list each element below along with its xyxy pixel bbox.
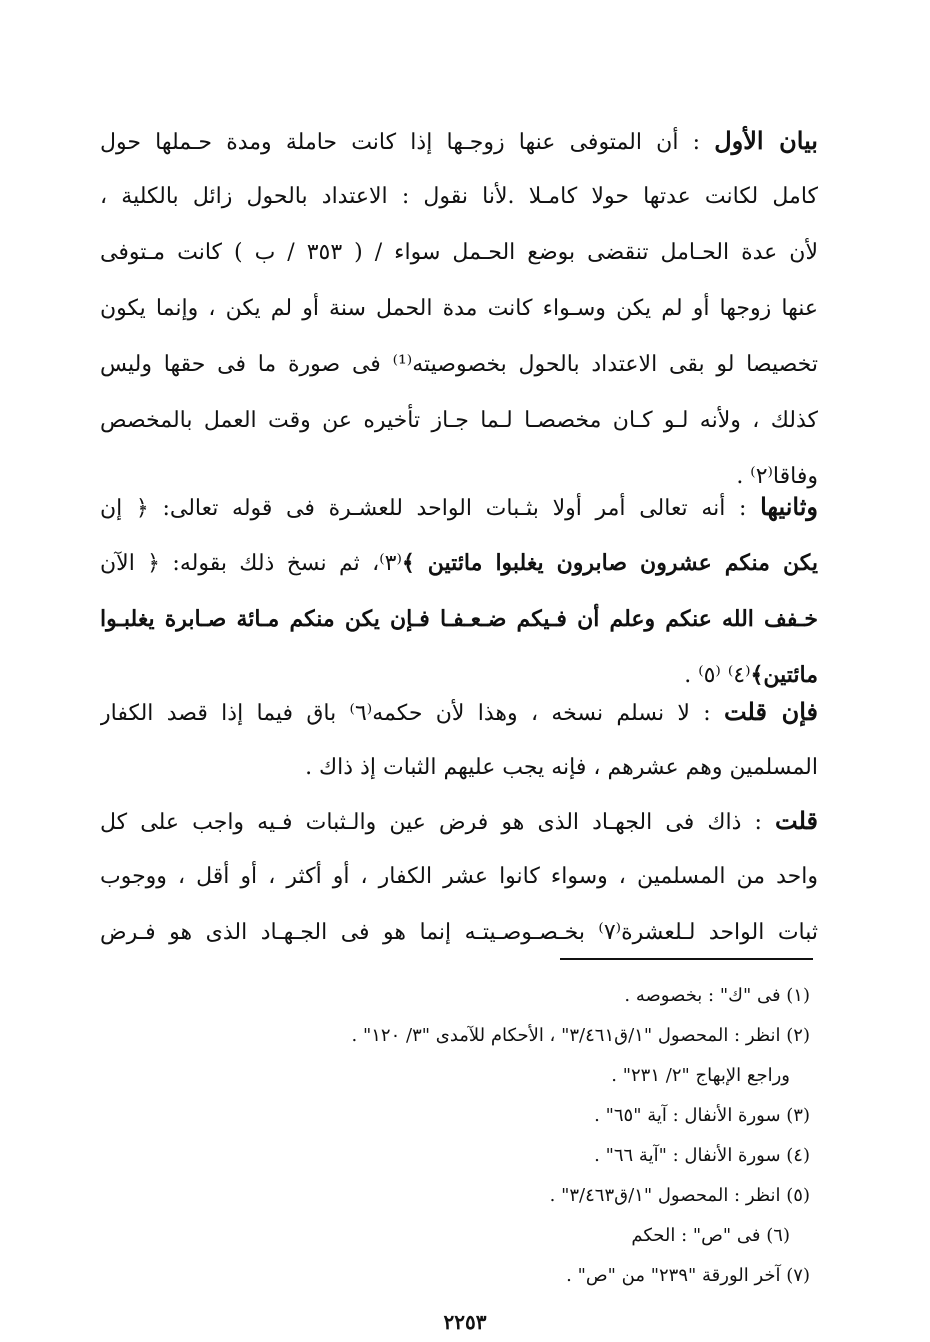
paragraph-lead: قلت bbox=[775, 806, 818, 835]
paragraph-4 bbox=[100, 793, 818, 961]
paragraph-line: واحد من المسلمين ، وسواء كانوا عشر الكفار ، أو أكثر ، أو أقل ، ووجوب bbox=[100, 864, 818, 889]
footnote: (١) فى "ك" : بخصوصه . bbox=[624, 985, 810, 1006]
paragraph-line: يكن منكم عشرون صابرون يغلبوا مائتين ﴾⁽٣⁾، ثم نسخ ذلك بقوله: ﴿ الآن bbox=[100, 550, 818, 576]
paragraph-line bbox=[100, 591, 818, 647]
paragraph-line: المسلمين وهم عشرهم ، فإنه يجب عليهم الثبات إذ ذاك . bbox=[305, 755, 818, 780]
paragraph-line: عنها زوجها أو لم يكن وسـواء كانت مدة الحمل سنة أو لم يكن ، وإنما يكون bbox=[100, 296, 818, 321]
paragraph-line: لأن عدة الحـامل تنقضى بوضع الحـمل سواء / ( ٣٥٣ / ب ) كانت مـتوفى bbox=[100, 240, 818, 265]
quran-verse: يكن منكم عشرون صابرون يغلبوا مائتين ﴾ bbox=[401, 550, 818, 576]
quran-verse: خـفف الله عنكم وعلم أن فـيكم ضـعـفـا فـإن يكن منكم مـائة صـابرة يغلبـوا bbox=[100, 606, 818, 632]
paragraph-line: ثبات الواحد لـلعشرة⁽٧⁾ بخـصـوصـيتـه إنما هو فى الجـهـاد الذى هو فـرض bbox=[100, 920, 818, 945]
paragraph-1 bbox=[100, 113, 818, 505]
quran-verse: مائتين﴾ bbox=[750, 662, 818, 688]
footnote: وراجع الإبهاج "٢/ ٢٣١" . bbox=[611, 1065, 790, 1086]
paragraph-2 bbox=[100, 479, 818, 703]
paragraph-lead: فإن قلت bbox=[723, 697, 818, 726]
paragraph-line: كامل لكانت عدتها حولا كامـلا .لأنا نقول : الاعتداد بالحول زائل بالكلية ، bbox=[100, 184, 818, 209]
footnote-separator bbox=[560, 958, 813, 960]
footnote: (٤) سورة الأنفال : "آية ٦٦" . bbox=[594, 1145, 810, 1166]
footnotes bbox=[180, 976, 810, 1296]
paragraph-line: كذلك ، ولأنه لـو كـان مخصصـا لـما جـاز تأخيره عن وقت العمل بالمخصص bbox=[100, 408, 818, 433]
footnote: (٣) سورة الأنفال : آية "٦٥" . bbox=[594, 1105, 810, 1126]
paragraph-3 bbox=[100, 684, 818, 796]
footnote: (٧) آخر الورقة "٢٣٩" من "ص" . bbox=[566, 1265, 810, 1286]
footnote: (٢) انظر : المحصول "١/ق٣/٤٦١" ، الأحكام للآمدى "٣/ ١٢٠" . bbox=[351, 1025, 810, 1046]
paragraph-line: وثانيها : أنه تعالى أمر أولا بثـبات الواحد للعشـرة فى قوله تعالى: ﴿ إن bbox=[100, 492, 818, 521]
paragraph-line: وفاقا⁽٢⁾ . bbox=[736, 464, 818, 489]
page-number: ٢٢٥٣ bbox=[443, 1310, 487, 1334]
paragraph-line: مائتين﴾⁽٤⁾ ⁽٥⁾ . bbox=[684, 662, 818, 688]
paragraph-line: بيان الأول : أن المتوفى عنها زوجـها إذا كانت حاملة ومدة حـملها حول bbox=[100, 126, 818, 155]
paragraph-lead: وثانيها bbox=[760, 492, 818, 521]
paragraph-line: تخصيصا لو بقى الاعتداد بالحول بخصوصيته⁽¹⁾ فى صورة ما فى حقها وليس bbox=[100, 352, 818, 377]
paragraph-lead: بيان الأول bbox=[714, 126, 818, 155]
footnote: (٥) انظر : المحصول "١/ق٣/٤٦٣" . bbox=[549, 1185, 810, 1206]
footnote: (٦) فى "ص" : الحكم bbox=[631, 1225, 790, 1246]
paragraph-line: فإن قلت : لا نسلم نسخه ، وهذا لأن حكمه⁽٦⁾ باق فيما إذا قصد الكفار bbox=[100, 697, 818, 726]
paragraph-line: قلت : ذاك فى الجهـاد الذى هو فرض عين والـثبات فـيه واجب على كل bbox=[100, 806, 818, 835]
